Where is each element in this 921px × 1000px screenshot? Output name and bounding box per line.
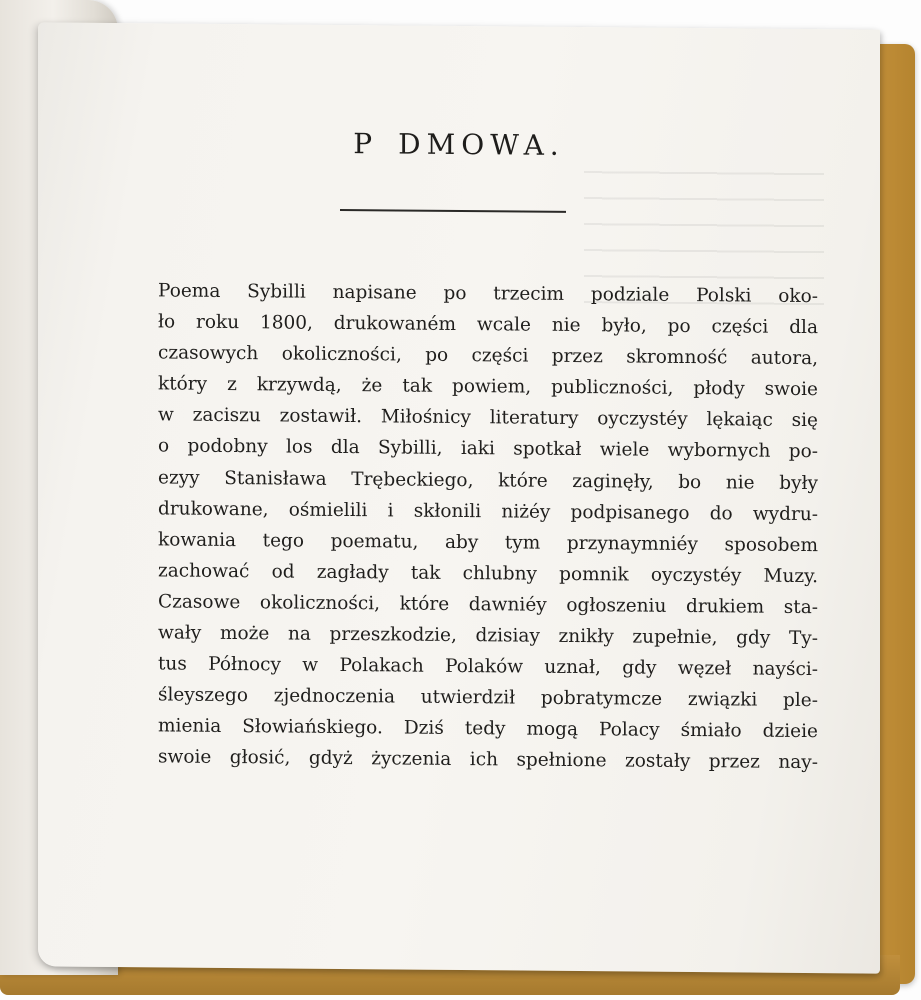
- text-line: w zaciszu zostawił. Miłośnicy literatury oyczystéy lękaiąc się: [158, 404, 818, 432]
- page-title: P DMOWA.: [353, 127, 565, 162]
- text-line: który z krzywdą, że tak powiem, publiczności, płody swoie: [158, 373, 818, 401]
- preface-text: [158, 275, 818, 778]
- text-line: o podobny los dla Sybilli, iaki spotkał wiele wybornych po-: [158, 435, 818, 463]
- text-line: zachować od zagłady tak chlubny pomnik oyczystéy Muzy.: [158, 560, 818, 587]
- text-line: ezyy Stanisława Trębeckiego, które zaginęły, bo nie były: [158, 466, 818, 494]
- title-rule: [340, 209, 566, 213]
- text-line: Czasowe okoliczności, które dawniéy ogłoszeniu drukiem sta-: [158, 591, 818, 619]
- text-line: Poema Sybilli napisane po trzecim podziale Polski oko-: [158, 280, 818, 308]
- text-line: śleyszego zjednoczenia utwierdził pobratymcze związki ple-: [158, 684, 818, 712]
- text-line: tus Północy w Polakach Polaków uznał, gdy węzeł nayści-: [158, 653, 818, 681]
- text-line: swoie głosić, gdyż życzenia ich spełnione zostały przez nay-: [158, 746, 818, 774]
- text-line: kowania tego poematu, aby tym przynaymniéy sposobem: [158, 529, 818, 556]
- text-line: drukowane, ośmielili i skłonili niżéy podpisanego do wydru-: [158, 498, 818, 525]
- text-line: mienia Słowiańskiego. Dziś tedy mogą Polacy śmiało dzieie: [158, 715, 818, 743]
- book-page: [38, 22, 880, 973]
- text-line: czasowych okoliczności, po części przez skromność autora,: [158, 342, 818, 370]
- text-line: wały może na przeszkodzie, dzisiay znikły zupełnie, gdy Ty-: [158, 622, 818, 650]
- text-line: ło roku 1800, drukowaném wcale nie było, po części dla: [158, 311, 818, 339]
